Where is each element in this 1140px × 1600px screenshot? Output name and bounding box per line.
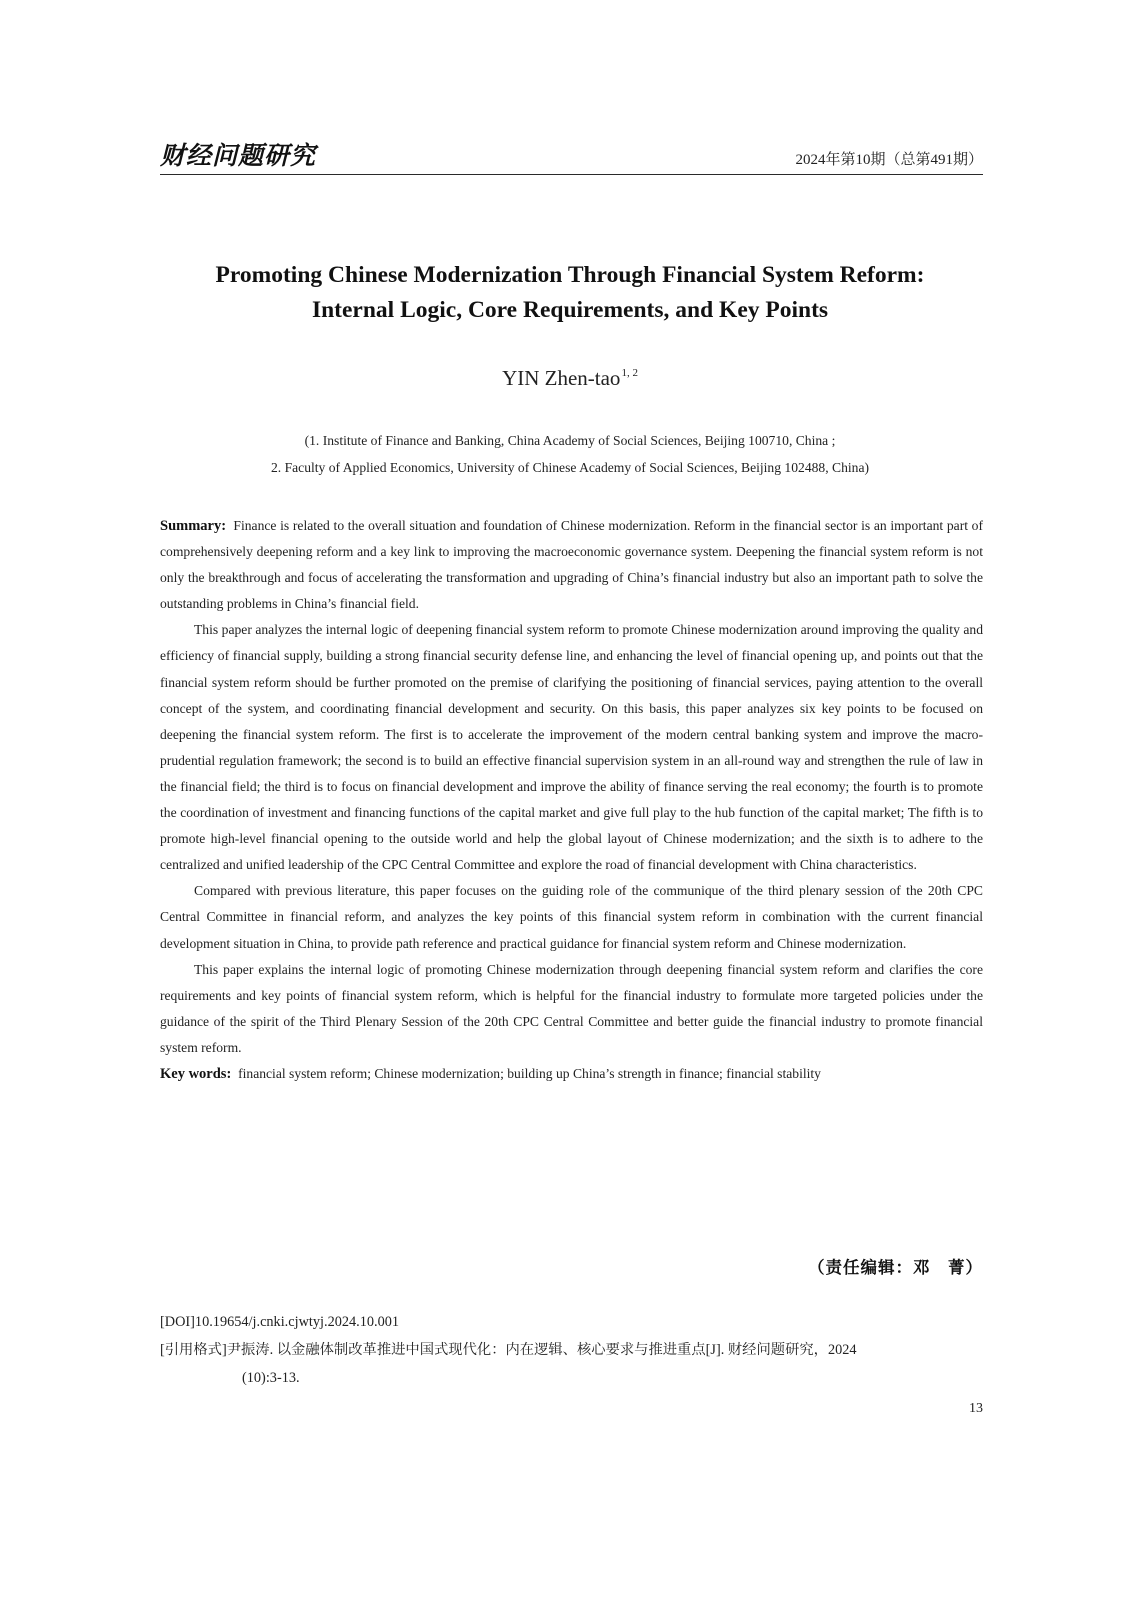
summary-label: Summary: bbox=[160, 518, 227, 534]
issue-info: 2024年第10期（总第491期） bbox=[795, 152, 983, 168]
summary-paragraph-4: This paper explains the internal logic of promoting Chinese modernization through deepening financial system reform and clarifies the core requirements and key points of financial system reform, which is helpful for the financial industry to formulate more targeted policies under the guidance of the spirit of the Third Plenary Session of the 20th CPC Central Committee and better guide the financial industry to promote financial system reform. bbox=[160, 961, 983, 1055]
journal-logo: 财经问题研究 bbox=[160, 141, 317, 170]
citation-line-2: (10):3-13. bbox=[242, 1370, 300, 1386]
summary-paragraph-3: Compared with previous literature, this paper focuses on the guiding role of the communique of the third plenary session of the 20th CPC Central Committee in financial reform, and analyzes the key points of this financial system reform in combination with the current financial development situation in China, to provide path reference and practical guidance for financial system reform and Chinese modernization. bbox=[160, 883, 983, 951]
citation-line-1: [引用格式]尹振涛. 以金融体制改革推进中国式现代化：内在逻辑、核心要求与推进重点[J]. 财经问题研究，2024 bbox=[160, 1342, 857, 1358]
affiliation-1: (1. Institute of Finance and Banking, China Academy of Social Sciences, Beijing 100710, China ; bbox=[304, 433, 836, 448]
keywords-line bbox=[160, 1061, 983, 1087]
affiliation-2: 2. Faculty of Applied Economics, University of Chinese Academy of Social Sciences, Beijing 102488, China) bbox=[270, 460, 870, 475]
title-line-1: Promoting Chinese Modernization Through Financial System Reform: bbox=[215, 262, 925, 288]
keywords-text: financial system reform; Chinese modernization; building up China’s strength in finance; financial stability bbox=[238, 1065, 821, 1081]
running-header bbox=[160, 136, 983, 175]
doi: [DOI]10.19654/j.cnki.cjwtyj.2024.10.001 bbox=[160, 1314, 400, 1330]
responsible-editor: （责任编辑：邓 菁） bbox=[808, 1258, 983, 1277]
summary-paragraph-1 bbox=[160, 513, 983, 617]
author-affiliation-marks: 1, 2 bbox=[621, 367, 638, 379]
title-line-2: Internal Logic, Core Requirements, and Key Points bbox=[311, 297, 829, 323]
author-line bbox=[120, 366, 1020, 391]
summary-text-1: Finance is related to the overall situation and foundation of Chinese modernization. Reform in the financial sector is an important part of comprehensively deepening reform and a key link to improving the macroeconomic governance system. Deepening the financial system reform is not only the breakthrough and focus of accelerating the transformation and upgrading of China’s financial industry but also an important path to solve the outstanding problems in China’s financial field. bbox=[160, 518, 983, 612]
author-name: YIN Zhen-tao bbox=[502, 366, 621, 390]
abstract bbox=[160, 513, 983, 1087]
summary-paragraph-2: This paper analyzes the internal logic of deepening financial system reform to promote Chinese modernization around improving the quality and efficiency of financial supply, building a strong financial security defense line, and enhancing the level of financial opening up, and points out that the financial system reform should be further promoted on the premise of clarifying the positioning of financial services, paying attention to the overall concept of the system, and coordinating financial development and security. On this basis, this paper analyzes six key points to be focused on deepening the financial system reform. The first is to accelerate the improvement of the modern central banking system and improve the macro-prudential regulation framework; the second is to build an effective financial supervision system in an all-round way and strengthen the rule of law in the financial field; the third is to focus on financial development and improve the ability of finance serving the real economy; the fourth is to promote the coordination of investment and financing functions of the capital market and give full play to the hub function of the capital market; The fifth is to promote high-level financial opening to the outside world and help the global layout of Chinese modernization; and the sixth is to adhere to the centralized and unified leadership of the CPC Central Committee and explore the road of financial development with China characteristics. bbox=[160, 622, 983, 873]
citation-block bbox=[160, 1308, 983, 1392]
keywords-label: Key words: bbox=[160, 1065, 232, 1082]
affiliations bbox=[120, 427, 1020, 481]
page-number: 13 bbox=[969, 1401, 983, 1416]
article-title bbox=[120, 258, 1020, 328]
